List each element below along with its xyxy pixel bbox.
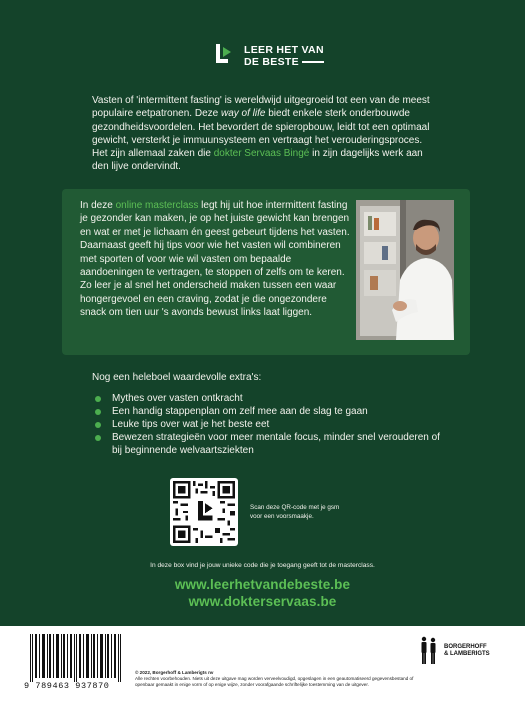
bottom-strip	[0, 626, 525, 706]
website-link-leerhetvandebeste[interactable]: www.leerhetvandebeste.be	[174, 577, 351, 592]
code-note: In deze box vind je jouw unieke code die je toegang geeft tot de masterclass.	[150, 562, 375, 569]
extras-title: Nog een heleboel waardevolle extra's:	[92, 372, 262, 383]
qr-caption: Scan deze QR-code met je gsm voor een voorsmaakje.	[250, 504, 340, 520]
list-item: Mythes over vasten ontkracht	[92, 392, 442, 405]
publisher-line-2: & LAMBERIGTS	[444, 651, 490, 657]
logo-play-icon	[216, 44, 238, 66]
website-link-dokterservaas[interactable]: www.dokterservaas.be	[188, 594, 337, 609]
logo-line-1: LEER HET VAN	[244, 44, 324, 56]
copyright-text: © 2022, Borgerhoff & Lamberigts nv Alle rechten voorbehouden. Niets uit deze uitgave mag worden verveelvoudigd, opgeslagen in een geautomatiseerd gegevensbestand of openbaar gemaakt in enige vorm of op enige wijze, zonder voorafgaande schriftelijke toestemming van de uitgever.	[135, 670, 414, 687]
masterclass-paragraph: In deze online masterclass legt hij uit hoe intermittent fasting je gezonder kan maken, je op het juiste gewicht kan brengen en wat er met je lichaam én geest gebeurt tijdens het vasten. Daarnaast geeft hij tips voor wie het vasten wil combineren met sporten of voor wie wil vasten om bepaalde aandoeningen te vertragen, te stoppen of zelfs om te keren. Zo leer je al snel het onderscheid maken tussen een waar hongergevoel en een craving, zodat je die ongezondere snack om tien uur 's avonds bewust links laat liggen.	[80, 200, 350, 319]
bullet-icon	[95, 422, 101, 428]
logo-line-2: DE BESTE	[244, 56, 299, 68]
isbn-number: 9 789463 937870	[24, 681, 110, 691]
masterclass-box	[62, 189, 470, 355]
publisher-line-1: BORGERHOFF	[444, 643, 487, 650]
publisher-figures-icon	[418, 636, 440, 666]
masterclass-highlight: online masterclass	[115, 200, 199, 211]
qr-code[interactable]	[170, 478, 238, 546]
list-item: Bewezen strategieën voor meer mentale focus, minder snel verouderen of bij beginnende welvaartsziekten	[92, 431, 442, 457]
bullet-icon	[95, 396, 101, 402]
intro-paragraph: Vasten of 'intermittent fasting' is wereldwijd uitgegroeid tot een van de meest populaire eetpatronen. Deze way of life biedt enkele sterk onderbouwde gezondheidsvoordelen. Het bevordert de spieropbouw, leidt tot een optimaal gewicht, versterkt je immuunsysteem en vertraagt het verouderingsproces. Het zijn allemaal zaken die dokter Servaas Bingé in zijn dagelijks werk aan den lijve ondervindt.	[92, 95, 430, 173]
bullet-icon	[95, 409, 101, 415]
author-name: dokter Servaas Bingé	[213, 148, 310, 160]
intro-emphasis: way of life	[220, 108, 266, 120]
list-item: Een handig stappenplan om zelf mee aan de slag te gaan	[92, 405, 442, 418]
extras-list	[92, 392, 442, 457]
bullet-icon	[95, 435, 101, 441]
publisher-logo	[418, 636, 490, 666]
leer-het-van-de-beste-logo	[216, 44, 324, 68]
author-photo	[356, 200, 454, 340]
barcode	[30, 634, 122, 682]
list-item: Leuke tips over wat je het beste eet	[92, 418, 442, 431]
